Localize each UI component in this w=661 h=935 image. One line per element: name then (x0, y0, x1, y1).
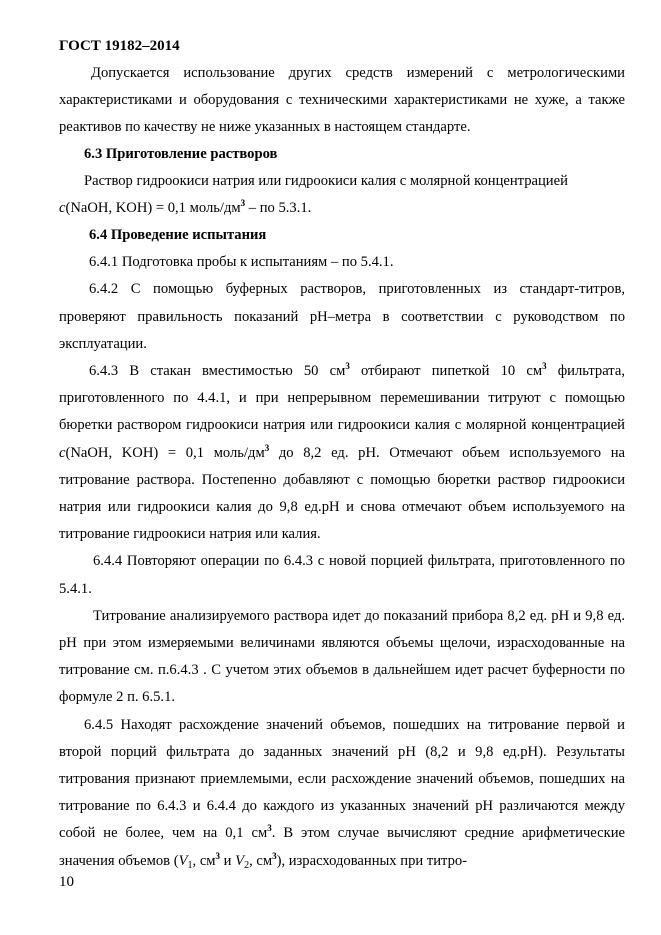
paragraph-6-4-2: 6.4.2 С помощью буферных растворов, приготовленных из стандарт-титров, проверяют правильность показаний pH–метра в соответствии с руководством по эксплуатации. (59, 281, 625, 352)
heading-6-4: 6.4 Проведение испытания (89, 227, 267, 243)
paragraph-titration: Титрование анализируемого раствора идет до показаний прибора 8,2 ед. pH и 9,8 ед. pH при этом измеряемыми величинами являются объемы щелочи, израсходованные на титрование см. п.6.4.3 . С учетом этих объемов в дальнейшем идет расчет буферности по формуле 2 п. 6.5.1. (59, 607, 625, 706)
document-header: ГОСТ 19182–2014 (59, 38, 180, 54)
paragraph-6-4-1: 6.4.1 Подготовка пробы к испытаниям – по 5.4.1. (89, 254, 394, 271)
paragraph-6-4-4: 6.4.4 Повторяют операции по 6.4.3 с новой порцией фильтрата, приготовленного по 5.4.1. (59, 553, 625, 597)
paragraph-6-4-3: 6.4.3 В стакан вместимостью 50 $см^3$ отбирают пипеткой 10 $см^3$ фильтрата, приготовленного по 4.4.1, и при непрерывном перемешивании титруют с помощью бюретки раствором гидроокиси натрия или гидроокиси калия с молярной концентрацией c(NaOH, KOH) = 0,1 моль/$дм^3$ до 8,2 ед. pH. Отмечают объем используемого на титрование раствора. Постепенно добавляют с помощью бюретки раствор гидроокиси натрия или гидроокиси калия до 9,8 ед.pH и снова отмечают объем используемого на титрование гидроокиси натрия или калия. (59, 361, 626, 543)
section-6-4-block (59, 222, 625, 875)
page-number: 10 (59, 874, 74, 890)
paragraph-6-4-5: 6.4.5 Находят расхождение значений объемов, пошедших на титрование первой и второй порций фильтрата до заданных значений pH (8,2 и 9,8 ед.pH). Результаты титрования признают приемлемыми, если расхождение значений объемов, пошедших на титрование по 6.4.3 и 6.4.4 до каждого из указанных значений pH различаются между собой не более, чем на 0,1 $см^3$. В этом случае вычисляют средние арифметические значения объемов ($V_1$, $см^3$ и $V_2$, $см^3$), израсходованных при титро- (59, 716, 625, 871)
paragraph-instruments: Допускается использование других средств измерений с метрологическими характеристиками и оборудования с техническими характеристиками не хуже, а также реактивов по качеству не ниже указанных в настоящем стандарте. (59, 65, 625, 136)
paragraph-solution: Раствор гидроокиси натрия или гидроокиси калия с молярной концентрацией c(NaOH, KOH) = 0,1 моль/$дм^3$ – по 5.3.1. (59, 173, 568, 217)
heading-6-3: 6.3 Приготовление растворов (84, 146, 278, 162)
section-6-3-block (59, 141, 625, 223)
intro-paragraph-block (59, 60, 625, 142)
